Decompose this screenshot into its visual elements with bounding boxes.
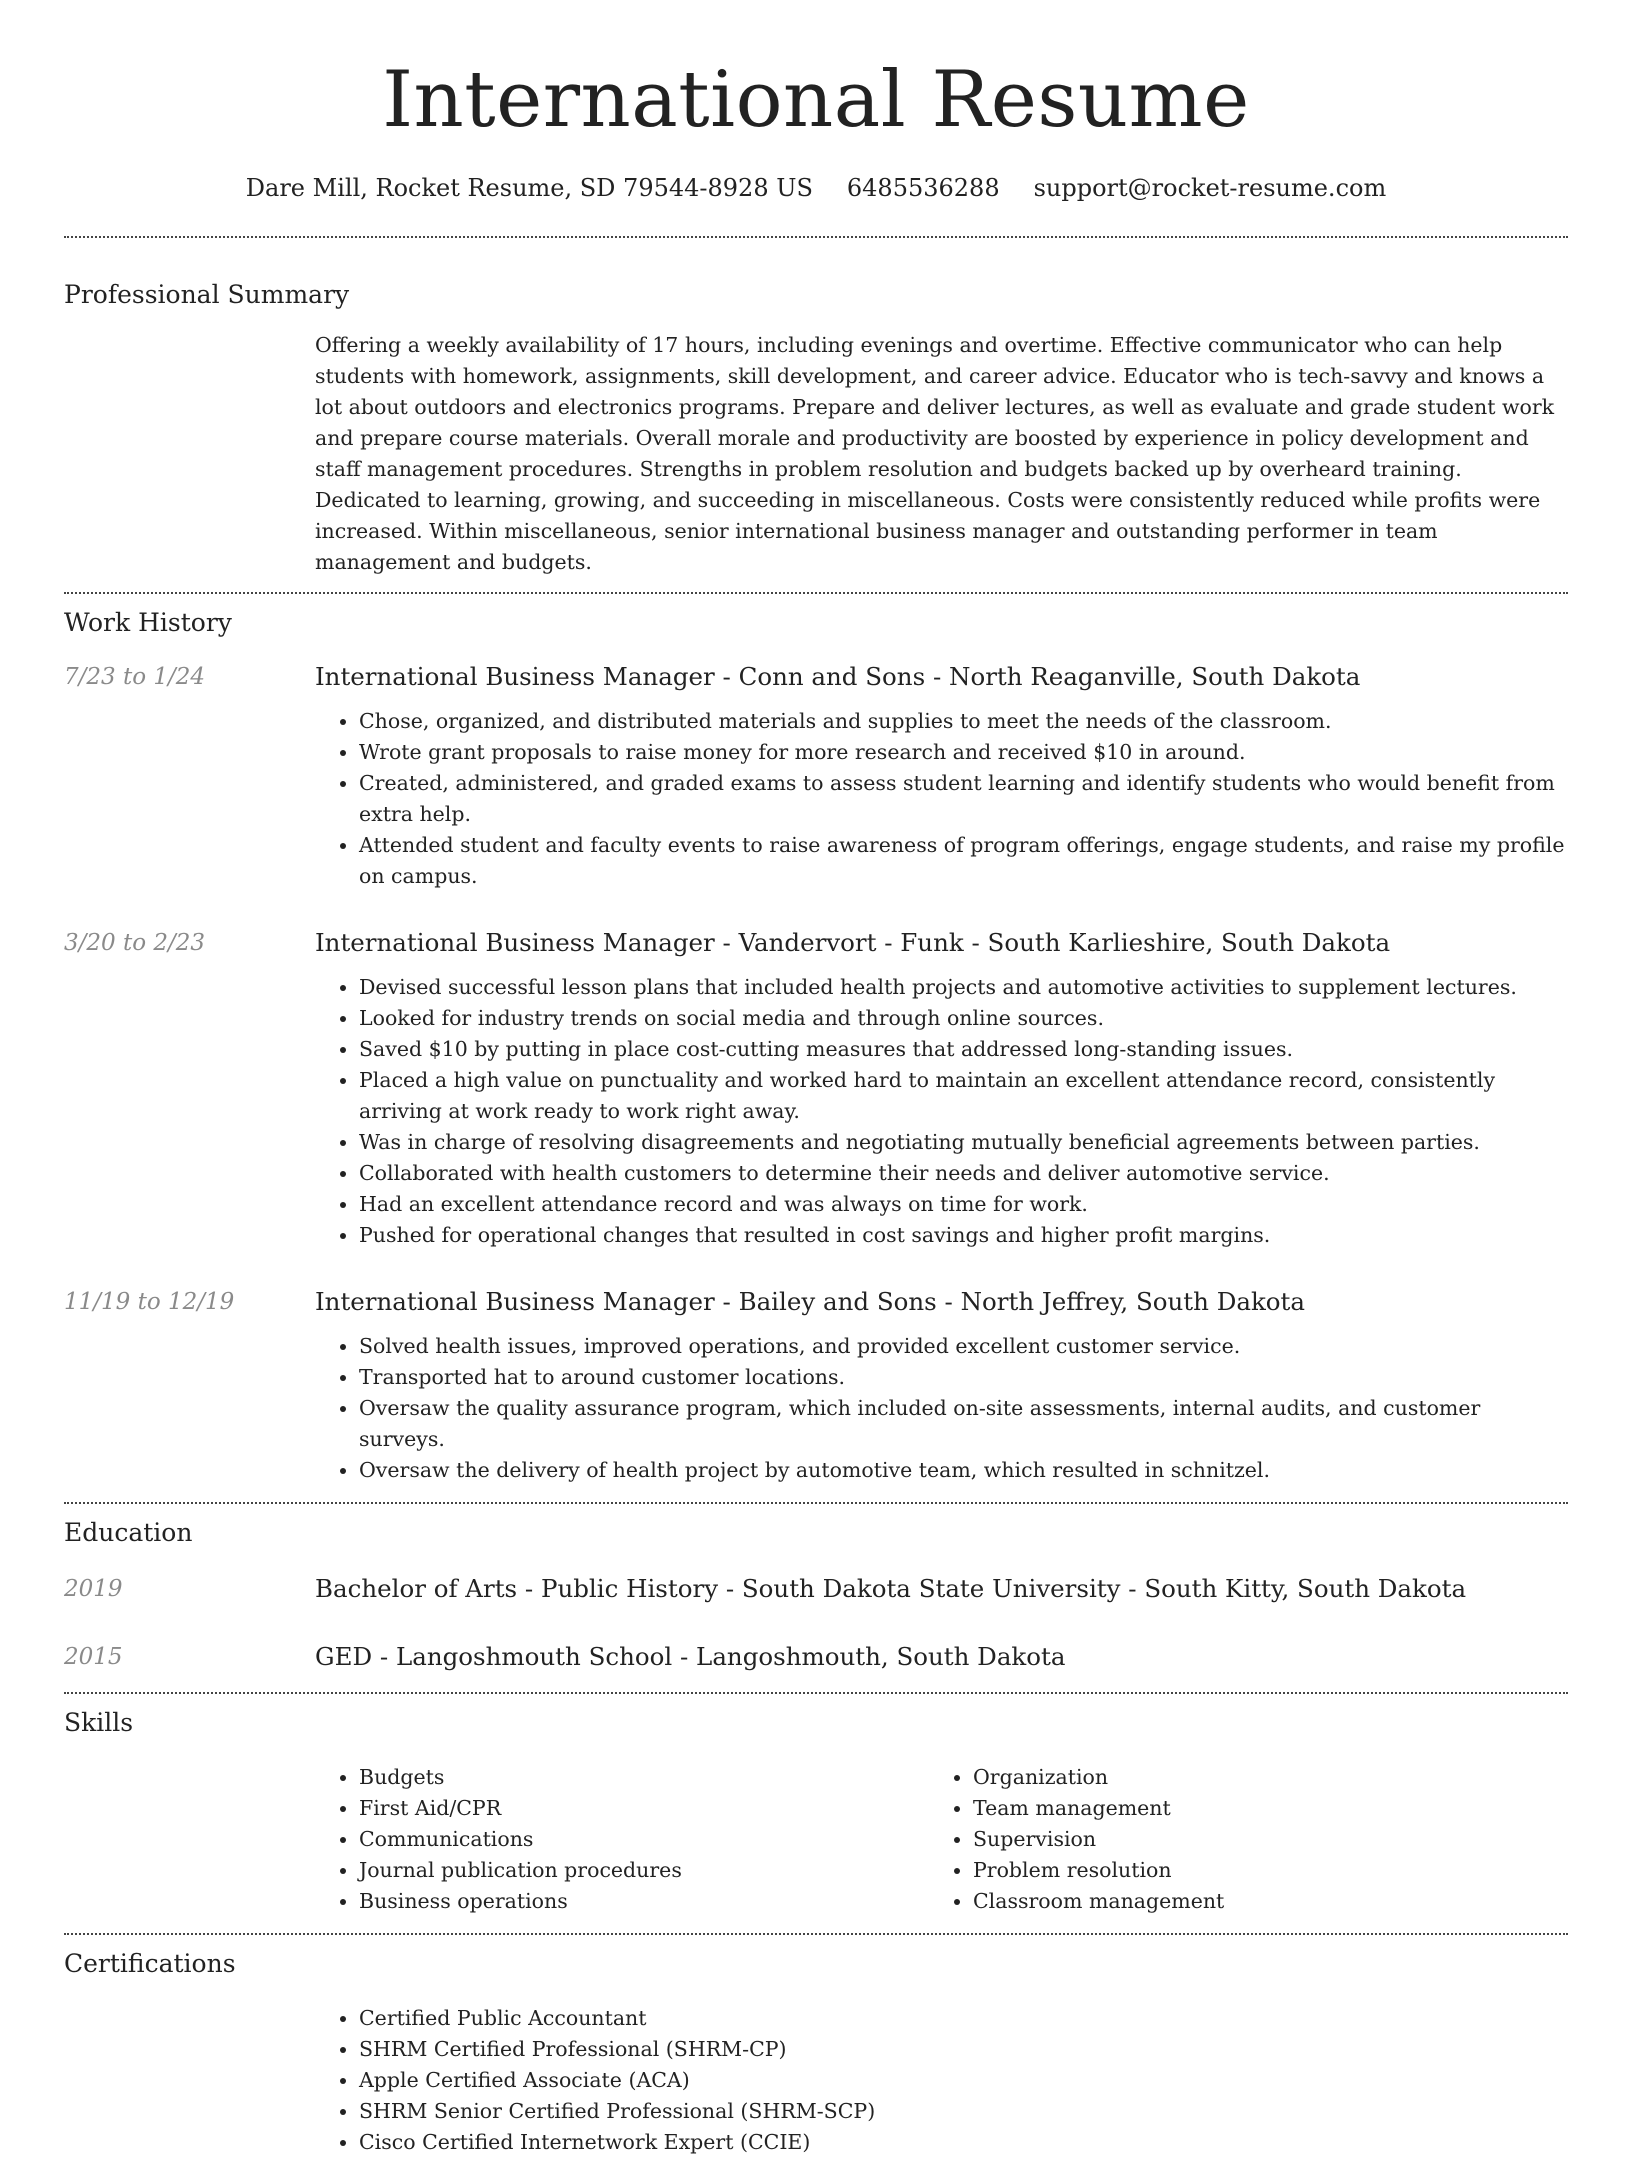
skill-item: • Organization: [973, 1762, 1543, 1793]
skill-item: • Journal publication procedures: [359, 1855, 929, 1886]
job-bullet: • Oversaw the delivery of health project by automotive team, which resulted in schnitzel.: [359, 1455, 1568, 1486]
job-bullet: • Placed a high value on punctuality and worked hard to maintain an excellent attendance record, consistently arriving at work ready to work right away.: [359, 1065, 1568, 1127]
job-dates: 3/20 to 2/23: [64, 930, 206, 956]
section-title-summary: Professional Summary: [64, 280, 350, 309]
education-degree: Bachelor of Arts - Public History: [315, 1574, 719, 1603]
section-title-skills: Skills: [64, 1708, 134, 1737]
skills-column-right: [929, 1762, 1543, 1917]
summary-text: Offering a weekly availability of 17 hours, including evenings and overtime. Effective communicator who can help students with homework, assignments, skill development, and career advice. Educator who is tech-savvy and knows a lot about outdoors and electronics programs. Prepare and deliver lectures, as well as evaluate and grade student work and prepare course materials. Overall morale and productivity are boosted by experience in policy development and staff management procedures. Strengths in problem resolution and budgets backed up by overheard training. Dedicated to learning, growing, and succeeding in miscellaneous. Costs were consistently reduced while profits were increased. Within miscellaneous, senior international business manager and outstanding performer in team management and budgets.: [315, 333, 1555, 574]
job-bullet: • Created, administered, and graded exams to assess student learning and identify students who would benefit from extra help.: [359, 768, 1568, 830]
job-heading: International Business Manager - Bailey and Sons - North Jeffrey, South Dakota: [315, 1287, 1306, 1316]
certification-item: • Apple Certified Associate (ACA): [359, 2065, 1568, 2096]
job-entry: [64, 926, 1568, 1251]
certification-item: • SHRM Certified Professional (SHRM-CP): [359, 2034, 1568, 2065]
job-bullet: • Oversaw the quality assurance program, which included on-site assessments, internal audits, and customer surveys.: [359, 1393, 1568, 1455]
contact-address: Dare Mill, Rocket Resume, SD 79544-8928 US: [245, 174, 813, 202]
job-entry: [64, 660, 1568, 892]
skill-item: • Classroom management: [973, 1886, 1543, 1917]
contact-email: support@rocket-resume.com: [1033, 174, 1387, 202]
section-title-certifications: Certifications: [64, 1949, 236, 1978]
divider: [64, 1933, 1568, 1935]
divider: [64, 592, 1568, 594]
skill-item: • Team management: [973, 1793, 1543, 1824]
contact-phone: 6485536288: [846, 174, 1000, 202]
skills-list: [315, 1762, 1568, 1917]
job-bullet: • Had an excellent attendance record and was always on time for work.: [359, 1189, 1568, 1220]
skill-item: • Problem resolution: [973, 1855, 1543, 1886]
skill-item: • First Aid/CPR: [359, 1793, 929, 1824]
job-bullet: • Chose, organized, and distributed materials and supplies to meet the needs of the classroom.: [359, 706, 1568, 737]
section-title-education: Education: [64, 1518, 193, 1547]
job-bullet: • Looked for industry trends on social media and through online sources.: [359, 1003, 1568, 1034]
job-bullet: • Collaborated with health customers to determine their needs and deliver automotive service.: [359, 1158, 1568, 1189]
education-school: - South Dakota State University - South Kitty, South Dakota: [718, 1574, 1467, 1603]
skill-item: • Supervision: [973, 1824, 1543, 1855]
job-dates: 11/19 to 12/19: [64, 1289, 235, 1315]
education-heading: [315, 1640, 1568, 1674]
job-bullet: • Pushed for operational changes that resulted in cost savings and higher profit margins.: [359, 1220, 1568, 1251]
job-bullet: • Was in charge of resolving disagreements and negotiating mutually beneficial agreements between parties.: [359, 1127, 1568, 1158]
divider: [64, 1692, 1568, 1694]
skill-item: • Budgets: [359, 1762, 929, 1793]
job-bullets: [315, 972, 1568, 1251]
certification-item: • Certified Public Accountant: [359, 2003, 1568, 2034]
resume-title: International Resume: [382, 55, 1250, 145]
contact-line: [64, 170, 1568, 206]
education-year: 2015: [64, 1644, 123, 1670]
job-entry: [64, 1285, 1568, 1486]
job-heading: International Business Manager - Vandervort - Funk - South Karlieshire, South Dakota: [315, 928, 1391, 957]
job-bullet: • Wrote grant proposals to raise money for more research and received $10 in around.: [359, 737, 1568, 768]
certification-item: • Cisco Certified Internetwork Expert (CCIE): [359, 2127, 1568, 2158]
education-degree: GED: [315, 1642, 373, 1671]
job-bullet: • Solved health issues, improved operations, and provided excellent customer service.: [359, 1331, 1568, 1362]
job-bullet: • Attended student and faculty events to raise awareness of program offerings, engage students, and raise my profile on campus.: [359, 830, 1568, 892]
resume-page: [64, 0, 1568, 2158]
certification-item: • SHRM Senior Certified Professional (SHRM-SCP): [359, 2096, 1568, 2127]
education-entry: [64, 1572, 1568, 1606]
education-heading: [315, 1572, 1568, 1606]
job-bullet: • Transported hat to around customer locations.: [359, 1362, 1568, 1393]
skill-item: • Business operations: [359, 1886, 929, 1917]
job-heading: International Business Manager - Conn and Sons - North Reaganville, South Dakota: [315, 662, 1361, 691]
skills-column-left: [315, 1762, 929, 1917]
skill-item: • Communications: [359, 1824, 929, 1855]
certifications-list: [315, 2003, 1568, 2158]
job-dates: 7/23 to 1/24: [64, 664, 206, 690]
education-year: 2019: [64, 1576, 123, 1602]
job-bullets: [315, 1331, 1568, 1486]
section-title-work-history: Work History: [64, 608, 232, 637]
divider: [64, 1502, 1568, 1504]
job-bullet: • Saved $10 by putting in place cost-cutting measures that addressed long-standing issues.: [359, 1034, 1568, 1065]
education-school: - Langoshmouth School - Langoshmouth, South Dakota: [372, 1642, 1066, 1671]
divider: [64, 236, 1568, 238]
job-bullets: [315, 706, 1568, 892]
education-entry: [64, 1640, 1568, 1674]
job-bullet: • Devised successful lesson plans that included health projects and automotive activities to supplement lectures.: [359, 972, 1568, 1003]
